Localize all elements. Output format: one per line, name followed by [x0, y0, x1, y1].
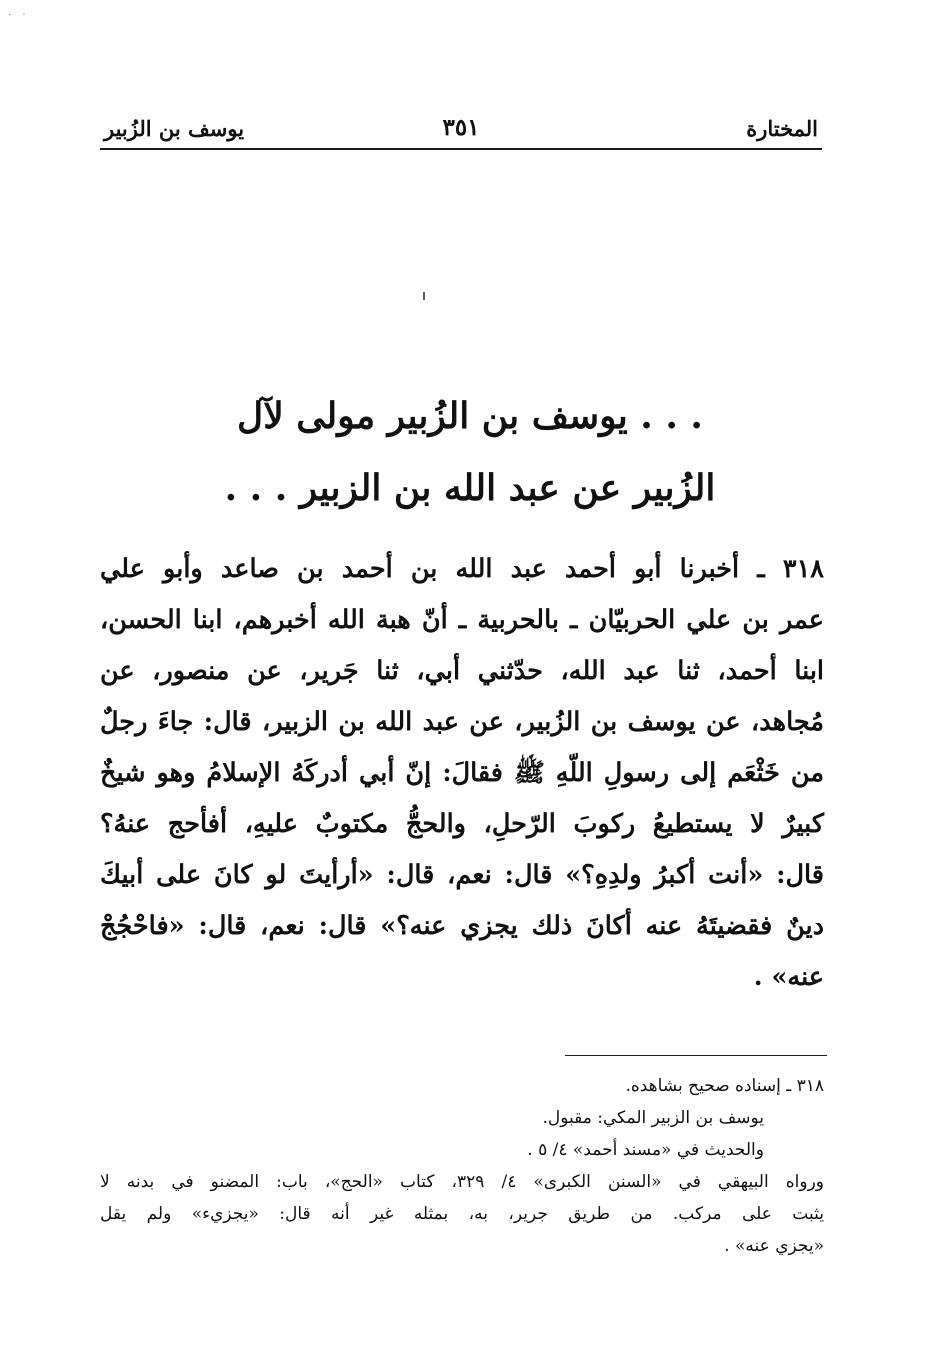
- hadith-line: ٣١٨ ـ أخبرنا أبو أحمد عبد الله بن أحمد بن صاعد وأبو علي: [100, 554, 824, 584]
- hadith-line: دينٌ فقضيتَهُ عنه أكانَ ذلك يجزي عنه؟» قال: نعم، قال: «فاحْجُجْ: [100, 911, 824, 941]
- hadith-text: [100, 544, 824, 1003]
- page-header: [100, 112, 822, 150]
- book-title-running-head: المختارة: [746, 116, 818, 141]
- footnote-line: ورواه البيهقي في «السنن الكبرى» ٤/ ٣٢٩، كتاب «الحج»، باب: المضنو في بدنه لا: [100, 1172, 824, 1192]
- hadith-line: عمر بن علي الحربيّان ـ بالحربية ـ أنّ هبة الله أخبرهم، ابنا الحسن،: [100, 605, 824, 635]
- hadith-line: عنه» .: [753, 962, 824, 992]
- hadith-line: من خَثْعَم إلى رسولِ اللّهِ ﷺ فقالَ: إنّ أبي أدركَهُ الإسلامُ وهو شيخٌ: [100, 758, 824, 788]
- hadith-line: كبيرٌ لا يستطيعُ ركوبَ الرّحلِ، والحجُّ مكتوبٌ عليهِ، أفأحج عنهُ؟: [100, 809, 824, 839]
- chapter-running-head: يوسف بن الزُبير: [104, 116, 245, 141]
- hadith-line: مُجاهد، عن يوسف بن الزُبير، عن عبد الله بن الزبير، قال: جاءَ رجلٌ: [100, 707, 824, 737]
- scan-corner-mark: · ·: [8, 10, 30, 21]
- page-number: ٣٥١: [442, 114, 480, 141]
- footnote-line: «يجزي عنه» .: [724, 1236, 824, 1256]
- footnote-number-line: ٣١٨ ـ إسناده صحيح بشاهده.: [625, 1076, 824, 1096]
- chapter-title-line-2: الزُبير عن عبد الله بن الزبير . . .: [224, 467, 716, 509]
- footnote-separator: [565, 1055, 827, 1056]
- footnote-line: يثبت على مركب. من طريق جرير، به، بمثله غير أنه قال: «يجزيء» ولم يقل: [100, 1204, 824, 1224]
- footnote-line: والحديث في «مسند أحمد» ٤/ ٥ .: [527, 1140, 764, 1160]
- stray-ink-mark: [423, 292, 425, 300]
- hadith-line: ابنا أحمد، ثنا عبد الله، حدّثني أبي، ثنا جَرير، عن منصور، عن: [100, 656, 824, 686]
- footnote-line: يوسف بن الزبير المكي: مقبول.: [542, 1108, 764, 1128]
- chapter-title: [150, 380, 790, 524]
- footnotes: [100, 1070, 824, 1262]
- hadith-line: قال: «أنت أكبرُ ولدِهِ؟» قال: نعم، قال: «أرأيتَ لو كانَ على أبيكَ: [100, 860, 824, 890]
- chapter-title-line-1: . . . يوسف بن الزُبير مولى لآل: [237, 395, 703, 437]
